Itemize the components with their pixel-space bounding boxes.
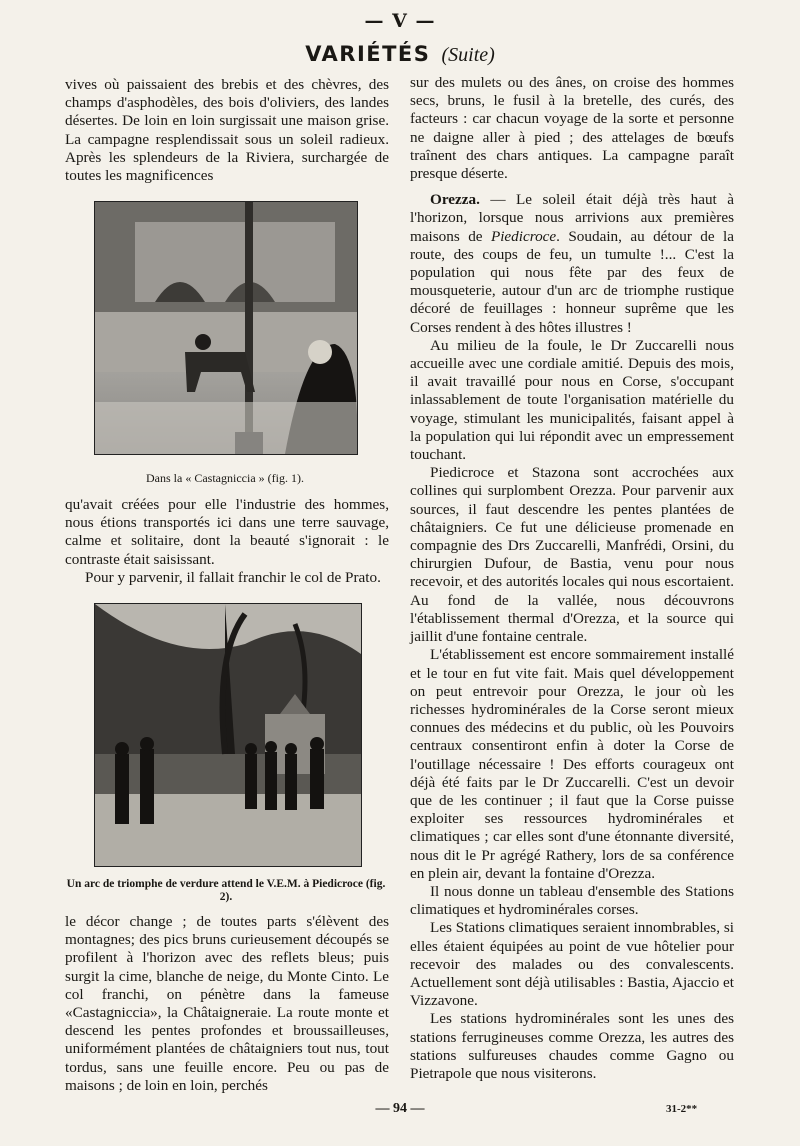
left-column-middle — [65, 496, 389, 587]
right-paragraph-3: Au milieu de la foule, le Dr Zuccarelli nous accueille avec une cordiale amitié. Depuis des mois, il avait travaillé pour nous en Corse, s'occupant inlassablement de toute l'organisation matérielle du voyage, stimulant les municipalités, faisant appel à la population qui lui répondit avec un empressement touchant. — [410, 336, 734, 464]
right-paragraph-2: Orezza. — Le soleil était déjà très haut à l'horizon, lorsque nous arrivions aux premières maisons de Piedicroce. Soudain, au détour de la route, des coups de feu, un tumulte !... C'est la population qui nous fête par des feux de mousqueterie, autour d'un arc de triomphe rustique décoré de feuillages : honneur suprême que les Corses rendent à des hôtes illustres ! — [410, 191, 734, 336]
right-paragraph-6: Il nous donne un tableau d'ensemble des Stations climatiques et hydrominérales corses. — [410, 882, 734, 919]
left-paragraph-4: le décor change ; de toutes parts s'élèvent des montagnes; des pics bruns curieusement découpés se profilent à l'horizon avec des reflets bleus; puis surgit la cime, blanche de neige, du Monte Cinto. Le col franchi, on pénètre dans la fameuse «Castagniccia», la Châtaigneraie. La route monte et descend les pentes profondes et broussailleuses, uniformément plantées de châtaigniers tout nus, tout tordus, sans une feuille encore. Peu ou pas de maisons ; de loin en loin, perchés — [65, 913, 389, 1094]
figure-1-photo — [94, 201, 358, 455]
left-paragraph-2: qu'avait créées pour elle l'industrie des hommes, nous étions transportés ici dans une terre sauvage, calme et solitaire, dont la beauté s'ignorait : le contraste était saisissant. — [65, 496, 389, 568]
left-column-bottom — [65, 913, 389, 1095]
right-paragraph-5: L'établissement est encore sommairement installé et le tour en fut vite fait. Mais quel développement on peut entrevoir pour Orezza, le jour où les richesses hydrominérales de la Corse seront mieux connues des médecins et du public, où les Pouvoirs centraux consentiront enfin à doter la Corse de l'outillage nécessaire ! Des efforts courageux ont déjà été faits par le Dr Zuccarelli. C'est un devoir que de les continuer ; il faut que la Corse puisse exploiter ses ressources hydrominérales et climatiques ; car elles sont d'une étonnante diversité, nous dit le Pr agrégé Rathery, lors de sa conférence en plein air, devant la fontaine d'Orezza. — [410, 646, 734, 882]
right-paragraph-8: Les stations hydrominérales sont les unes des stations ferrugineuses comme Orezza, les autres des stations sulfureuses chaudes comme Gagno ou Pietrapole que nous visiterons. — [410, 1010, 734, 1082]
left-paragraph-3: Pour y parvenir, il fallait franchir le col de Prato. — [85, 568, 381, 586]
figure-2-caption: Un arc de triomphe de verdure attend le V.E.M. à Piedicroce (fig. 2). — [66, 878, 386, 903]
right-column — [410, 74, 734, 1083]
right-paragraph-1: sur des mulets ou des ânes, on croise des hommes secs, bruns, le fusil à la bretelle, des curés, des facteurs : car chacun voyage de la sorte et personne ne daigne aller à pied ; des attelages de bœufs traînent des chars antiques. La campagne paraît presque déserte. — [410, 74, 734, 183]
left-column-top — [65, 76, 389, 185]
page-header — [0, 42, 800, 67]
place-name: Piedicroce — [490, 227, 557, 245]
page-number: — 94 — — [375, 1101, 425, 1116]
printer-signature: 31-2** — [666, 1103, 698, 1115]
page-title: VARIÉTÉS — [305, 42, 431, 66]
right-paragraph-4: Piedicroce et Stazona sont accrochées aux collines qui surplombent Orezza. Pour parvenir aux sources, il faut descendre les pentes plantées de châtaigniers. Ce fut une délicieuse promenade en compagnie des Drs Zuccarelli, Manfrédi, Orsini, du chirurgien Dufour, de Bastia, venu pour nous recevoir, et des autorités locales qui nous escortaient. Au fond de la vallée, nous découvrons l'établissement thermal d'Orezza, et la source qui jaillit d'une fontaine centrale. — [410, 464, 734, 646]
orezza-heading: Orezza. — [430, 191, 480, 209]
page-subtitle: (Suite) — [441, 44, 495, 66]
section-number: — V — — [364, 10, 436, 32]
figure-2-photo — [94, 603, 362, 867]
figure-1-caption: Dans la « Castagniccia » (fig. 1). — [146, 471, 304, 485]
right-paragraph-7: Les Stations climatiques seraient innombrables, si elles étaient équipées au point de vue hôtelier pour recevoir des malades ou des convalescents. Actuellement sont déjà utilisables : Bastia, Ajaccio et Vizzavone. — [410, 919, 734, 1010]
left-paragraph-1: vives où paissaient des brebis et des chèvres, des champs d'asphodèles, des bois d'oliviers, des landes désertes. De loin en loin surgissait une maison grise. La campagne resplendissait sous un soleil radieux. Après les splendeurs de la Riviera, surchargée de toutes les magnificences — [65, 76, 389, 185]
